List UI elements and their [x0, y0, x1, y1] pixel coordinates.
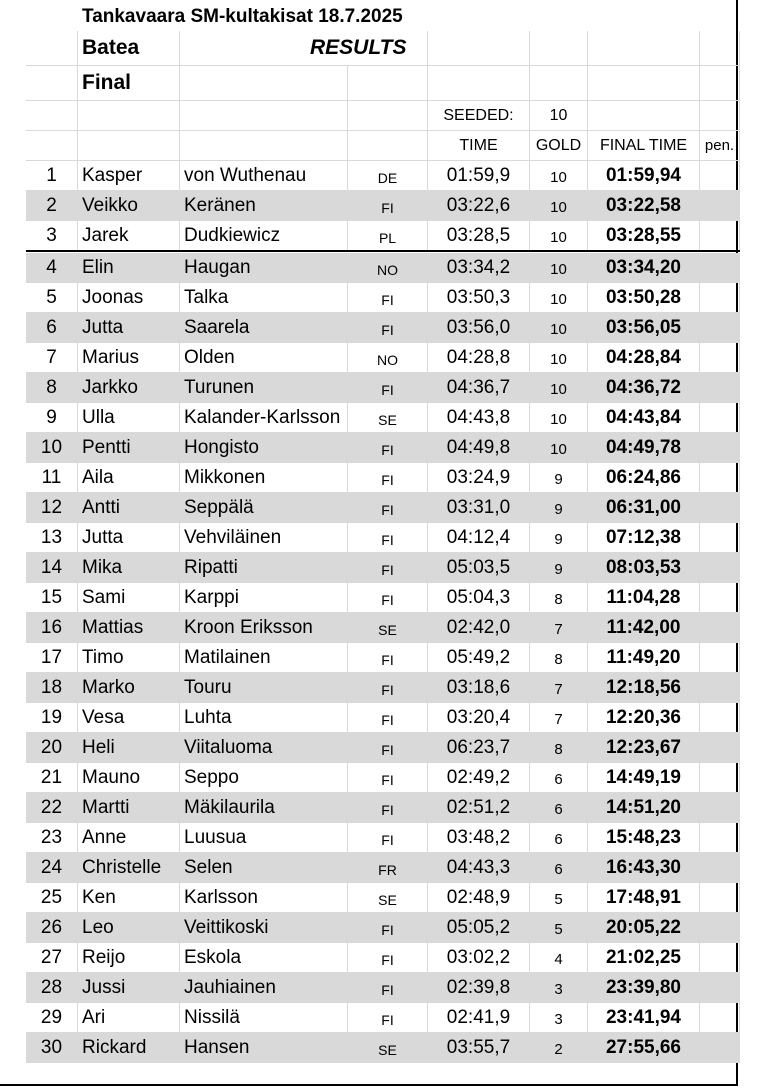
time-cell: 02:42,0 — [428, 613, 530, 643]
gold-cell: 2 — [530, 1033, 588, 1063]
final-time-cell: 03:22,58 — [588, 191, 700, 221]
penalty-cell — [700, 221, 740, 251]
final-time-cell: 17:48,91 — [588, 883, 700, 913]
first-name-cell: Pentti — [78, 433, 180, 463]
final-time-cell: 03:34,20 — [588, 253, 700, 283]
gold-cell: 5 — [530, 883, 588, 913]
results-sheet — [26, 0, 740, 1064]
final-time-cell: 07:12,38 — [588, 523, 700, 553]
blank-cell — [588, 101, 700, 131]
gold-cell: 9 — [530, 523, 588, 553]
penalty-cell — [700, 433, 740, 463]
time-cell: 05:04,3 — [428, 583, 530, 613]
country-cell: FI — [348, 583, 428, 613]
last-name-cell: Dudkiewicz — [180, 221, 348, 251]
blank-cell — [588, 31, 700, 66]
first-name-cell: Vesa — [78, 703, 180, 733]
time-cell: 03:24,9 — [428, 463, 530, 493]
blank-cell — [530, 31, 588, 66]
country-cell: FI — [348, 463, 428, 493]
time-cell: 04:43,8 — [428, 403, 530, 433]
blank-cell — [700, 31, 740, 66]
penalty-cell — [700, 853, 740, 883]
first-name-cell: Rickard — [78, 1033, 180, 1063]
blank-cell — [700, 66, 740, 101]
last-name-cell: Keränen — [180, 191, 348, 221]
country-cell: FI — [348, 733, 428, 763]
podium-separator-line — [26, 250, 740, 252]
gold-cell: 6 — [530, 823, 588, 853]
last-name-cell: Vehviläinen — [180, 523, 348, 553]
country-cell: SE — [348, 403, 428, 433]
final-time-cell: 14:49,19 — [588, 763, 700, 793]
blank-cell — [26, 101, 78, 131]
rank-cell: 10 — [26, 433, 78, 463]
country-cell: FI — [348, 283, 428, 313]
blank-cell — [26, 66, 78, 101]
penalty-cell — [700, 313, 740, 343]
time-cell: 02:39,8 — [428, 973, 530, 1003]
seeded-label: SEEDED: — [428, 101, 530, 131]
gold-cell: 8 — [530, 733, 588, 763]
penalty-cell — [700, 823, 740, 853]
last-name-cell: Olden — [180, 343, 348, 373]
final-time-cell: 21:02,25 — [588, 943, 700, 973]
time-cell: 03:56,0 — [428, 313, 530, 343]
penalty-cell — [700, 613, 740, 643]
last-name-cell: Veittikoski — [180, 913, 348, 943]
final-time-cell: 12:18,56 — [588, 673, 700, 703]
time-cell: 05:49,2 — [428, 643, 530, 673]
rank-cell: 29 — [26, 1003, 78, 1033]
country-cell: NO — [348, 343, 428, 373]
last-name-cell: Nissilä — [180, 1003, 348, 1033]
last-name-cell: Karppi — [180, 583, 348, 613]
gold-cell: 10 — [530, 313, 588, 343]
country-cell: FI — [348, 523, 428, 553]
rank-cell: 13 — [26, 523, 78, 553]
final-time-cell: 11:42,00 — [588, 613, 700, 643]
penalty-cell — [700, 793, 740, 823]
penalty-cell — [700, 673, 740, 703]
rank-cell: 16 — [26, 613, 78, 643]
last-name-cell: Selen — [180, 853, 348, 883]
gold-cell: 10 — [530, 373, 588, 403]
rank-cell: 4 — [26, 253, 78, 283]
penalty-cell — [700, 191, 740, 221]
last-name-cell: von Wuthenau — [180, 161, 348, 191]
rank-cell: 8 — [26, 373, 78, 403]
first-name-cell: Ari — [78, 1003, 180, 1033]
time-cell: 03:31,0 — [428, 493, 530, 523]
penalty-cell — [700, 703, 740, 733]
last-name-cell: Eskola — [180, 943, 348, 973]
country-cell: SE — [348, 883, 428, 913]
final-time-cell: 12:20,36 — [588, 703, 700, 733]
final-time-cell: 04:43,84 — [588, 403, 700, 433]
final-time-cell: 06:24,86 — [588, 463, 700, 493]
first-name-cell: Kasper — [78, 161, 180, 191]
final-time-cell: 12:23,67 — [588, 733, 700, 763]
round-name: Final — [78, 66, 180, 101]
country-cell: FI — [348, 703, 428, 733]
blank-cell — [180, 101, 348, 131]
time-cell: 03:50,3 — [428, 283, 530, 313]
final-time-cell: 04:49,78 — [588, 433, 700, 463]
rank-cell: 7 — [26, 343, 78, 373]
country-cell: FI — [348, 373, 428, 403]
first-name-cell: Mattias — [78, 613, 180, 643]
time-cell: 04:28,8 — [428, 343, 530, 373]
gold-cell: 10 — [530, 253, 588, 283]
last-name-cell: Kroon Eriksson — [180, 613, 348, 643]
gold-cell: 9 — [530, 553, 588, 583]
last-name-cell: Viitaluoma — [180, 733, 348, 763]
final-time-cell: 27:55,66 — [588, 1033, 700, 1063]
first-name-cell: Anne — [78, 823, 180, 853]
country-cell: PL — [348, 221, 428, 251]
penalty-cell — [700, 583, 740, 613]
gold-cell: 6 — [530, 763, 588, 793]
last-name-cell: Turunen — [180, 373, 348, 403]
rank-cell: 11 — [26, 463, 78, 493]
column-header-final-time: FINAL TIME — [588, 131, 700, 161]
gold-cell: 10 — [530, 433, 588, 463]
country-cell: FI — [348, 313, 428, 343]
penalty-cell — [700, 283, 740, 313]
country-cell: FI — [348, 763, 428, 793]
penalty-cell — [700, 883, 740, 913]
rank-cell: 24 — [26, 853, 78, 883]
penalty-cell — [700, 463, 740, 493]
blank-cell — [530, 66, 588, 101]
rank-cell: 30 — [26, 1033, 78, 1063]
rank-cell: 1 — [26, 161, 78, 191]
time-cell: 02:48,9 — [428, 883, 530, 913]
blank-cell — [348, 66, 428, 101]
blank-cell — [180, 66, 348, 101]
time-cell: 04:36,7 — [428, 373, 530, 403]
sheet-title: Tankavaara SM-kultakisat 18.7.2025 — [82, 6, 403, 27]
last-name-cell: Luusua — [180, 823, 348, 853]
country-cell: FI — [348, 433, 428, 463]
final-time-cell: 11:04,28 — [588, 583, 700, 613]
last-name-cell: Luhta — [180, 703, 348, 733]
penalty-cell — [700, 943, 740, 973]
column-header-gold: GOLD — [530, 131, 588, 161]
first-name-cell: Marko — [78, 673, 180, 703]
final-time-cell: 11:49,20 — [588, 643, 700, 673]
first-name-cell: Ken — [78, 883, 180, 913]
penalty-cell — [700, 1033, 740, 1063]
country-cell: FI — [348, 191, 428, 221]
last-name-cell: Saarela — [180, 313, 348, 343]
final-time-cell: 03:50,28 — [588, 283, 700, 313]
penalty-cell — [700, 493, 740, 523]
final-time-cell: 06:31,00 — [588, 493, 700, 523]
penalty-cell — [700, 403, 740, 433]
first-name-cell: Jarkko — [78, 373, 180, 403]
country-cell: FI — [348, 553, 428, 583]
country-cell: FR — [348, 853, 428, 883]
final-time-cell: 03:28,55 — [588, 221, 700, 251]
country-cell: SE — [348, 1033, 428, 1063]
penalty-cell — [700, 763, 740, 793]
gold-cell: 8 — [530, 643, 588, 673]
rank-cell: 5 — [26, 283, 78, 313]
last-name-cell: Ripatti — [180, 553, 348, 583]
country-cell: FI — [348, 943, 428, 973]
first-name-cell: Mauno — [78, 763, 180, 793]
first-name-cell: Jussi — [78, 973, 180, 1003]
first-name-cell: Leo — [78, 913, 180, 943]
rank-cell: 18 — [26, 673, 78, 703]
time-cell: 04:43,3 — [428, 853, 530, 883]
gold-cell: 6 — [530, 793, 588, 823]
last-name-cell: Hansen — [180, 1033, 348, 1063]
gold-cell: 9 — [530, 493, 588, 523]
gold-cell: 8 — [530, 583, 588, 613]
time-cell: 06:23,7 — [428, 733, 530, 763]
last-name-cell: Seppo — [180, 763, 348, 793]
time-cell: 04:12,4 — [428, 523, 530, 553]
penalty-cell — [700, 973, 740, 1003]
final-time-cell: 14:51,20 — [588, 793, 700, 823]
seeded-value: 10 — [530, 101, 588, 131]
rank-cell: 23 — [26, 823, 78, 853]
last-name-cell: Touru — [180, 673, 348, 703]
country-cell: FI — [348, 1003, 428, 1033]
time-cell: 03:22,6 — [428, 191, 530, 221]
first-name-cell: Reijo — [78, 943, 180, 973]
first-name-cell: Martti — [78, 793, 180, 823]
final-time-cell: 20:05,22 — [588, 913, 700, 943]
country-cell: FI — [348, 793, 428, 823]
final-time-cell: 23:41,94 — [588, 1003, 700, 1033]
gold-cell: 6 — [530, 853, 588, 883]
penalty-cell — [700, 373, 740, 403]
first-name-cell: Heli — [78, 733, 180, 763]
time-cell: 02:51,2 — [428, 793, 530, 823]
country-cell: DE — [348, 161, 428, 191]
country-cell: FI — [348, 643, 428, 673]
time-cell: 03:18,6 — [428, 673, 530, 703]
blank-cell — [26, 131, 78, 161]
gold-cell: 10 — [530, 283, 588, 313]
blank-cell — [348, 101, 428, 131]
final-time-cell: 23:39,80 — [588, 973, 700, 1003]
first-name-cell: Jutta — [78, 523, 180, 553]
blank-cell — [428, 31, 530, 66]
penalty-cell — [700, 913, 740, 943]
time-cell: 03:20,4 — [428, 703, 530, 733]
gold-cell: 3 — [530, 1003, 588, 1033]
first-name-cell: Antti — [78, 493, 180, 523]
last-name-cell: Jauhiainen — [180, 973, 348, 1003]
blank-cell — [180, 131, 348, 161]
penalty-cell — [700, 253, 740, 283]
penalty-cell — [700, 523, 740, 553]
last-name-cell: Mäkilaurila — [180, 793, 348, 823]
penalty-cell — [700, 343, 740, 373]
gold-cell: 10 — [530, 403, 588, 433]
rank-cell: 6 — [26, 313, 78, 343]
first-name-cell: Jarek — [78, 221, 180, 251]
gold-cell: 10 — [530, 191, 588, 221]
rank-cell: 20 — [26, 733, 78, 763]
gold-cell: 7 — [530, 613, 588, 643]
column-header-penalty: pen. — [700, 131, 740, 161]
country-cell: FI — [348, 973, 428, 1003]
rank-cell: 9 — [26, 403, 78, 433]
penalty-cell — [700, 553, 740, 583]
blank-cell — [428, 66, 530, 101]
time-cell: 05:03,5 — [428, 553, 530, 583]
column-header-time: TIME — [428, 131, 530, 161]
final-time-cell: 04:28,84 — [588, 343, 700, 373]
first-name-cell: Timo — [78, 643, 180, 673]
blank-cell — [78, 131, 180, 161]
gold-cell: 10 — [530, 161, 588, 191]
country-cell: SE — [348, 613, 428, 643]
event-name: Batea — [78, 31, 180, 66]
rank-cell: 12 — [26, 493, 78, 523]
final-time-cell: 15:48,23 — [588, 823, 700, 853]
rank-cell: 15 — [26, 583, 78, 613]
last-name-cell: Karlsson — [180, 883, 348, 913]
rank-cell: 27 — [26, 943, 78, 973]
last-name-cell: Talka — [180, 283, 348, 313]
first-name-cell: Aila — [78, 463, 180, 493]
rank-cell: 26 — [26, 913, 78, 943]
final-time-cell: 08:03,53 — [588, 553, 700, 583]
time-cell: 05:05,2 — [428, 913, 530, 943]
penalty-cell — [700, 733, 740, 763]
final-time-cell: 16:43,30 — [588, 853, 700, 883]
country-cell: FI — [348, 823, 428, 853]
first-name-cell: Marius — [78, 343, 180, 373]
first-name-cell: Mika — [78, 553, 180, 583]
first-name-cell: Veikko — [78, 191, 180, 221]
first-name-cell: Jutta — [78, 313, 180, 343]
last-name-cell: Haugan — [180, 253, 348, 283]
time-cell: 01:59,9 — [428, 161, 530, 191]
rank-cell: 28 — [26, 973, 78, 1003]
penalty-cell — [700, 161, 740, 191]
final-time-cell: 01:59,94 — [588, 161, 700, 191]
rank-cell: 3 — [26, 221, 78, 251]
gold-cell: 3 — [530, 973, 588, 1003]
gold-cell: 5 — [530, 913, 588, 943]
time-cell: 04:49,8 — [428, 433, 530, 463]
first-name-cell: Joonas — [78, 283, 180, 313]
gold-cell: 9 — [530, 463, 588, 493]
rank-cell: 17 — [26, 643, 78, 673]
penalty-cell — [700, 643, 740, 673]
blank-cell — [348, 131, 428, 161]
blank-cell — [700, 101, 740, 131]
time-cell: 03:34,2 — [428, 253, 530, 283]
gold-cell: 10 — [530, 221, 588, 251]
rank-cell: 22 — [26, 793, 78, 823]
rank-cell: 2 — [26, 191, 78, 221]
penalty-cell — [700, 1003, 740, 1033]
country-cell: NO — [348, 253, 428, 283]
first-name-cell: Sami — [78, 583, 180, 613]
time-cell: 03:48,2 — [428, 823, 530, 853]
country-cell: FI — [348, 913, 428, 943]
blank-cell — [588, 66, 700, 101]
rank-cell: 21 — [26, 763, 78, 793]
time-cell: 02:41,9 — [428, 1003, 530, 1033]
rank-cell: 25 — [26, 883, 78, 913]
rank-cell: 14 — [26, 553, 78, 583]
first-name-cell: Ulla — [78, 403, 180, 433]
time-cell: 02:49,2 — [428, 763, 530, 793]
last-name-cell: Seppälä — [180, 493, 348, 523]
gold-cell: 10 — [530, 343, 588, 373]
final-time-cell: 03:56,05 — [588, 313, 700, 343]
blank-cell — [26, 31, 78, 66]
last-name-cell: Hongisto — [180, 433, 348, 463]
results-label: RESULTS — [180, 31, 428, 66]
final-time-cell: 04:36,72 — [588, 373, 700, 403]
gold-cell: 7 — [530, 673, 588, 703]
time-cell: 03:02,2 — [428, 943, 530, 973]
country-cell: FI — [348, 493, 428, 523]
first-name-cell: Christelle — [78, 853, 180, 883]
country-cell: FI — [348, 673, 428, 703]
gold-cell: 7 — [530, 703, 588, 733]
time-cell: 03:55,7 — [428, 1033, 530, 1063]
last-name-cell: Mikkonen — [180, 463, 348, 493]
time-cell: 03:28,5 — [428, 221, 530, 251]
last-name-cell: Kalander-Karlsson — [180, 403, 348, 433]
last-name-cell: Matilainen — [180, 643, 348, 673]
first-name-cell: Elin — [78, 253, 180, 283]
rank-cell: 19 — [26, 703, 78, 733]
blank-cell — [78, 101, 180, 131]
gold-cell: 4 — [530, 943, 588, 973]
